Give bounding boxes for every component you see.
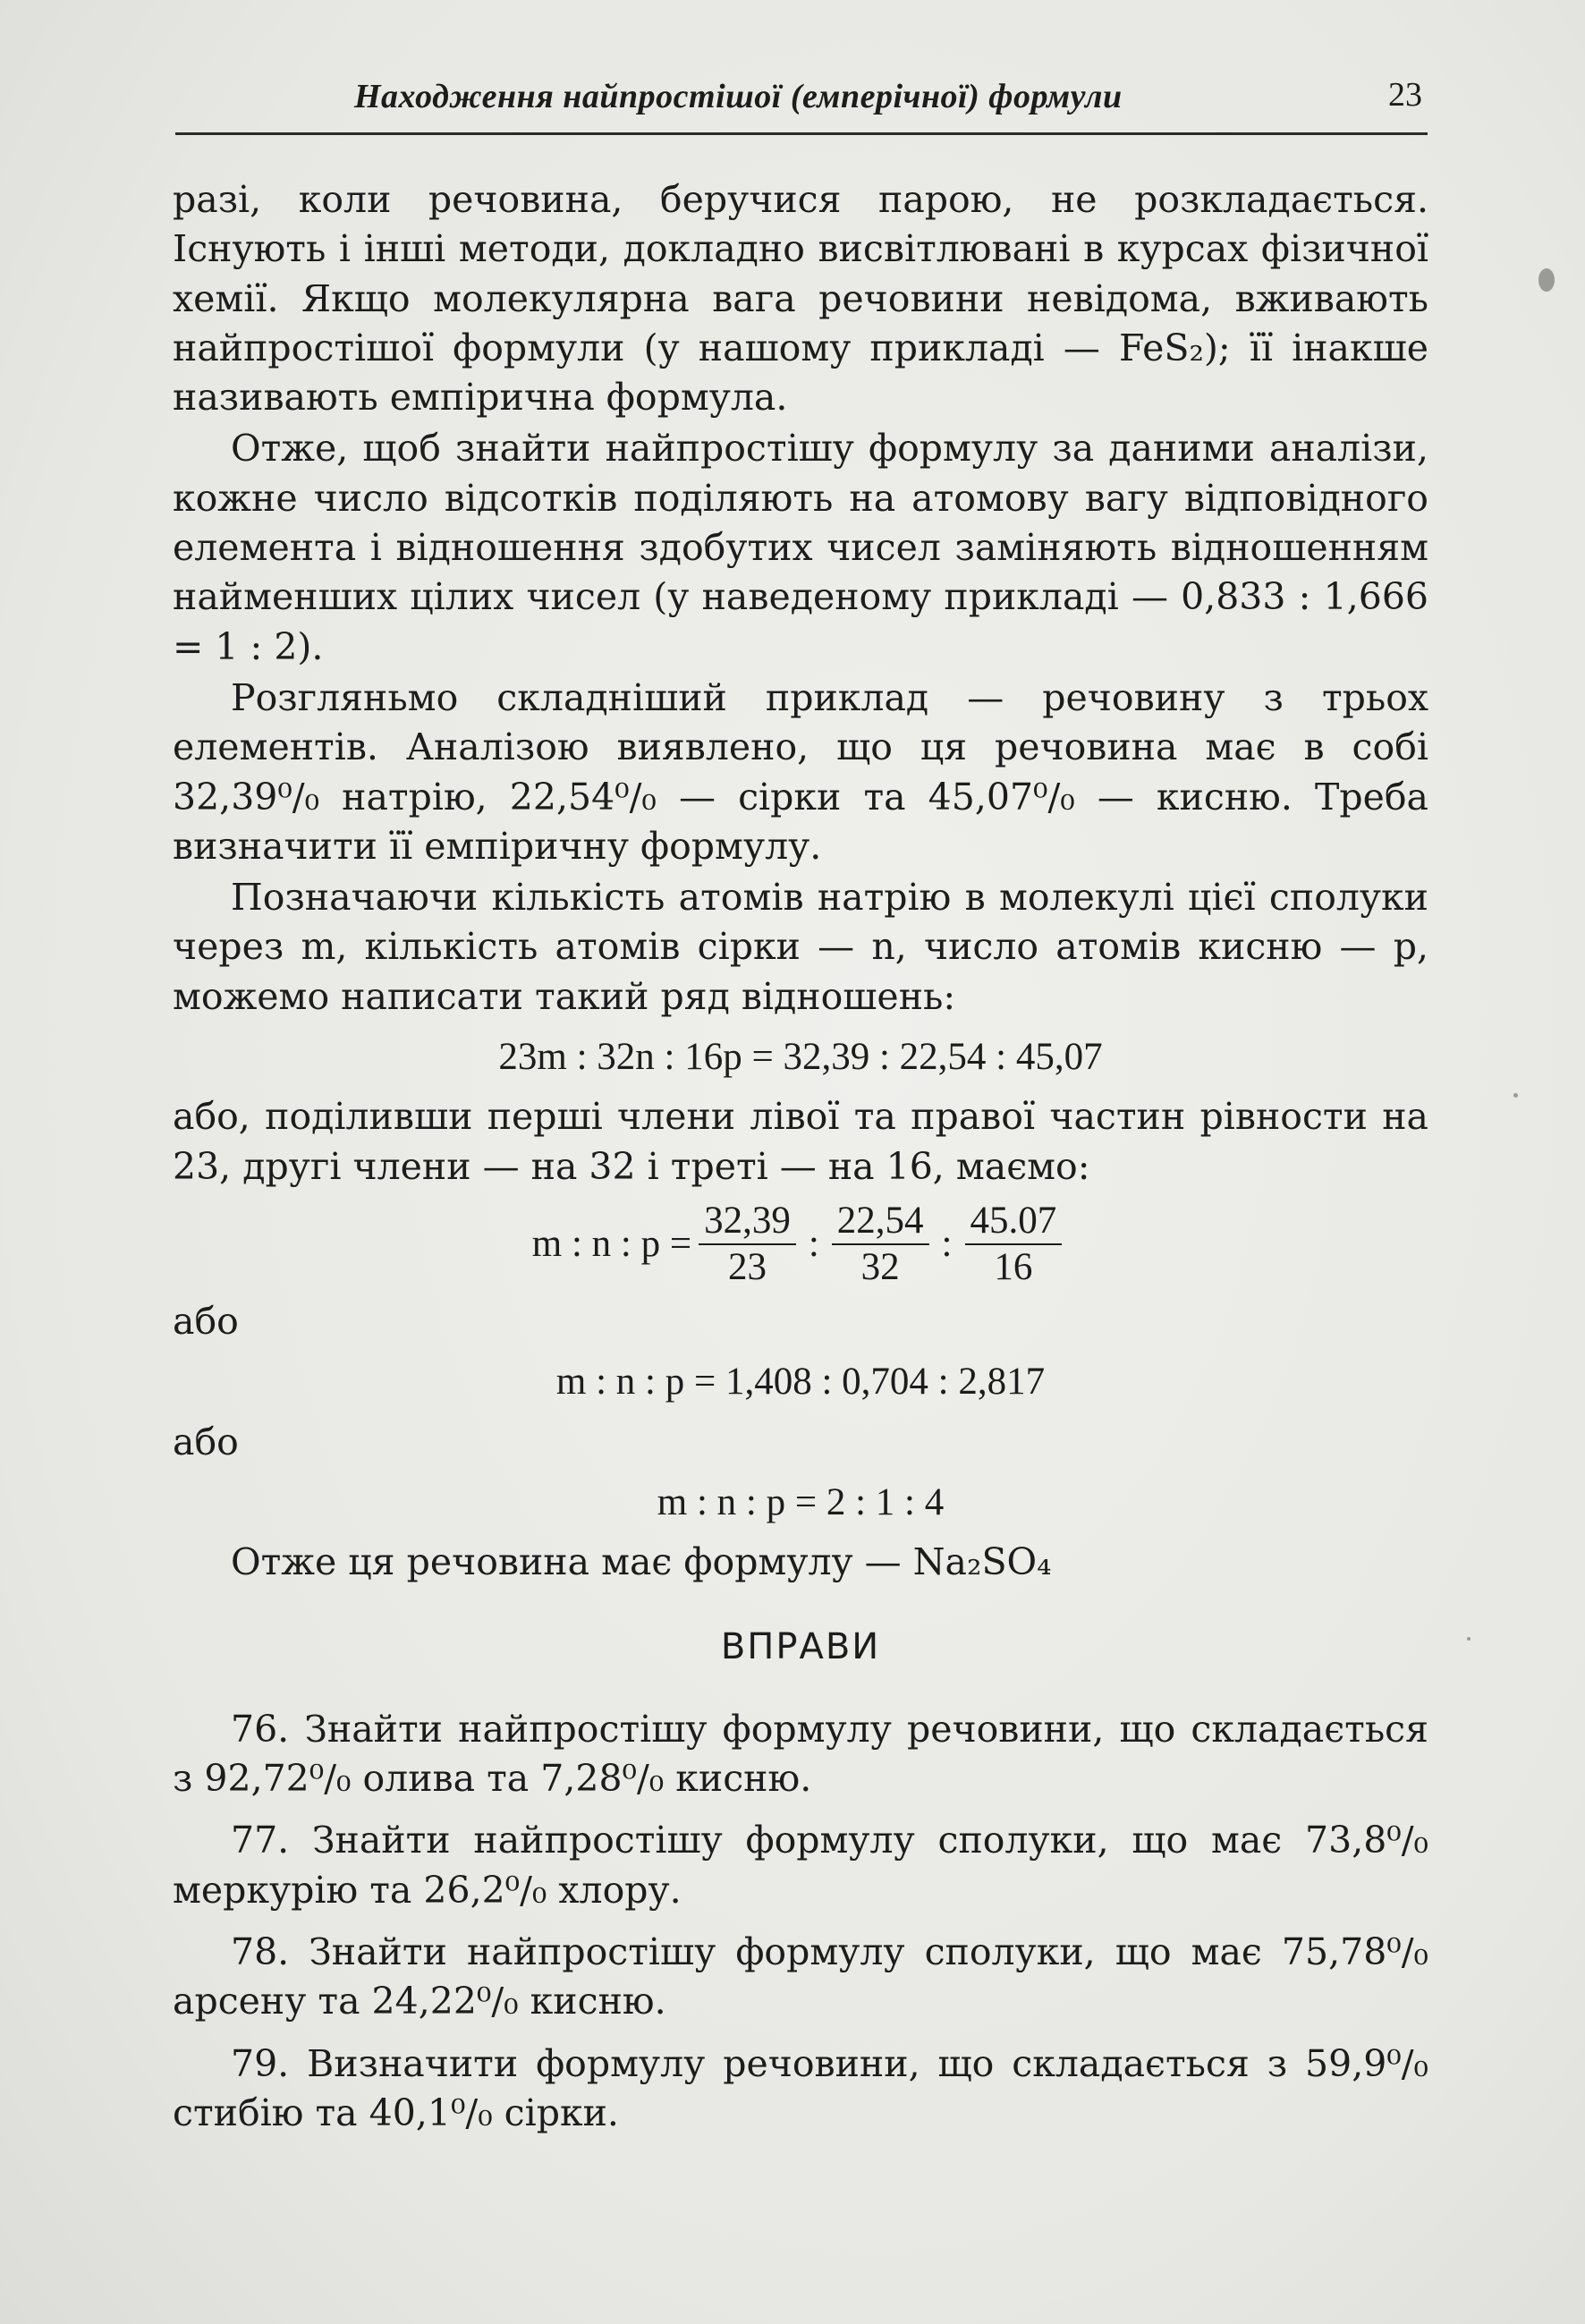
exercise-76: 76. Знайти найпростішу формулу речовини, що складається з 92,72⁰/₀ олива та 7,28⁰/₀ кисню. (173, 1707, 1428, 1801)
exercise-77: 77. Знайти найпростішу формулу сполуки, що має 73,8⁰/₀ меркурію та 26,2⁰/₀ хлору. (173, 1819, 1428, 1912)
fraction-denominator: 32 (860, 1245, 900, 1288)
paragraph-1: разі, коли речовина, беручися парою, не розкладається. Існують і інші методи, докладно висвітлювані в курсах фізичної хемії. Якщо молекулярна вага речовини невідома, вживають найпростішої формули (у нашому прикладі — FeS₂); її інакше називають емпірична формула. (173, 178, 1428, 420)
ratio-equation-3: m : n : p = 2 : 1 : 4 (657, 1480, 945, 1523)
paragraph-3: Розгляньмо складніший приклад — речовину з трьох елементів. Аналізою виявлено, що ця речовина має в собі 32,39⁰/₀ натрію, 22,54⁰/₀ — сірки та 45,07⁰/₀ — кисню. Треба визначити її емпіричну формулу. (173, 675, 1428, 868)
ratio-separator: : (941, 1223, 953, 1266)
running-title: Находження найпростішої (емперічної) формули (354, 78, 1123, 115)
fraction-1 (699, 1199, 796, 1290)
page-body (173, 175, 1428, 2150)
fraction-denominator: 16 (994, 1245, 1033, 1288)
page-header (175, 70, 1428, 135)
word-abo: або (173, 1420, 239, 1463)
section-title: ВПРАВИ (720, 1626, 881, 1668)
paragraph-4: Позначаючи кількість атомів натрію в молекулі цієї сполуки через m, кількість атомів сірки — n, число атомів кисню — p, можемо написати такий ряд відношень: (173, 876, 1428, 1018)
paragraph-5: або, поділивши перші члени лівої та правої частин рівности на 23, другі члени — на 32 і треті — на 16, маємо: (173, 1095, 1428, 1188)
fraction-3 (965, 1199, 1063, 1290)
exercise-78: 78. Знайти найпростішу формулу сполуки, що має 75,78⁰/₀ арсену та 24,22⁰/₀ кисню. (173, 1930, 1428, 2023)
fraction-equation-lhs: m : n : p = (531, 1223, 692, 1266)
ratio-equation-2: m : n : p = 1,408 : 0,704 : 2,817 (555, 1361, 1046, 1404)
fraction-equation (173, 1199, 1428, 1290)
exercise-79: 79. Визначити формулу речовини, що складається з 59,9⁰/₀ стибію та 40,1⁰/₀ сірки. (173, 2041, 1428, 2134)
fraction-numerator: 45.07 (965, 1199, 1063, 1245)
paper-blemish (1513, 1093, 1518, 1098)
paper-blemish (1538, 268, 1555, 292)
ratio-equation-1: 23m : 32n : 16p = 32,39 : 22,54 : 45,07 (498, 1036, 1103, 1079)
ratio-separator: : (808, 1223, 819, 1266)
fraction-numerator: 22,54 (832, 1199, 929, 1245)
fraction-2 (832, 1199, 929, 1290)
page-number: 23 (1388, 76, 1422, 114)
fraction-numerator: 32,39 (699, 1199, 796, 1245)
paper-blemish (1467, 1637, 1471, 1641)
word-abo: або (173, 1299, 239, 1343)
paragraph-2: Отже, щоб знайти найпростішу формулу за даними аналізи, кожне число відсотків поділяють на атомову вагу відповідного елемента і відношення здобутих чисел заміняють відношенням найменших цілих чисел (у наведеному прикладі — 0,833 : 1,666 = 1 : 2). (173, 427, 1428, 668)
fraction-denominator: 23 (727, 1245, 767, 1288)
conclusion: Отже ця речовина має формулу — Na₂SO₄ (231, 1540, 1052, 1584)
